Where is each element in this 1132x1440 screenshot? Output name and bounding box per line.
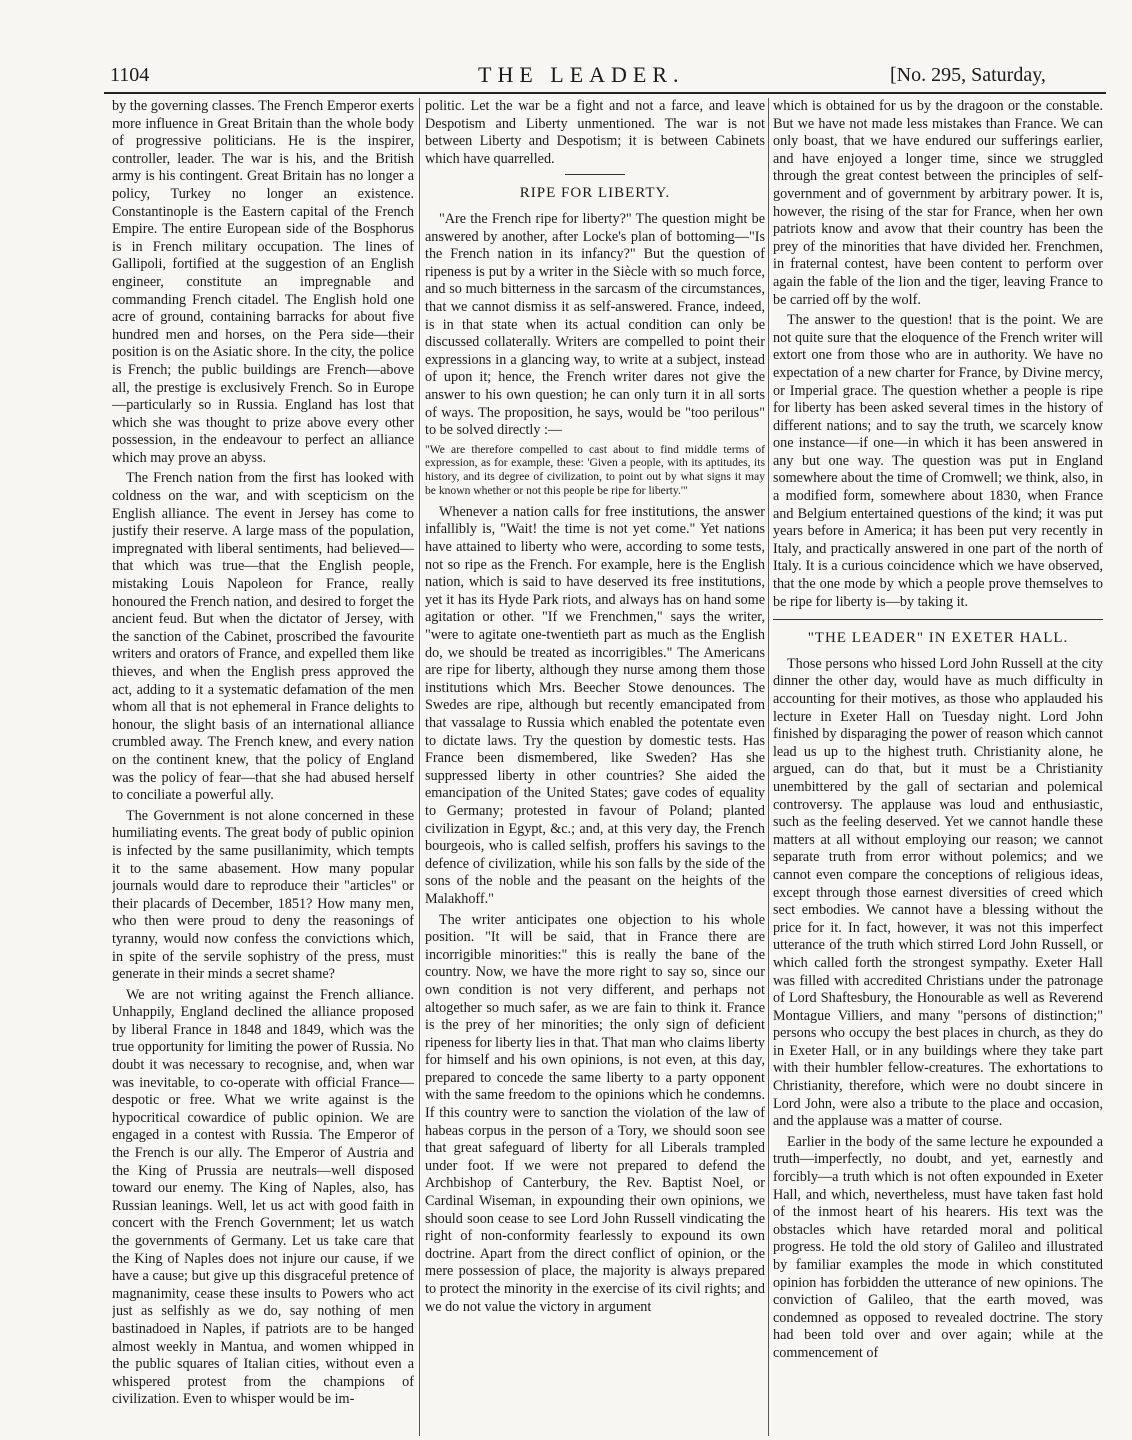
newspaper-title: THE LEADER. [478, 62, 685, 87]
paragraph: The answer to the question! that is the point. We are not quite sure that the eloquence of the French writer will extort one from those who are in authority. We have no expectation of a new charter for France, by Divine mercy, or Imperial grace. The question whether a people is ripe for liberty has been asked several times in the history of different nations; and to say the truth, we scarcely know one instance—if one—in which it has been answered in any but one way. The question was put in England somewhere about the time of Cromwell; we think, also, in a modified form, somewhere about 1830, when France and Belgium entertained questions of the kind; it was put years before in America; it has been put very recently in Italy, and practically answered in one part of the north of Italy. It is a curious coincidence which we have observed, that the one mode by which a people prove themselves to be ripe for liberty is—by taking it. [773, 312, 1103, 610]
paragraph: Whenever a nation calls for free institutions, the answer infallibly is, "Wait! the time is not yet come." Yet nations have attained to liberty who were, according to some tests, not so ripe as the French. For example, here is the English nation, which is said to have deserved its free institutions, yet it has its Hyde Park riots, and always has on hand some agitation or other. "If we Frenchmen," says the writer, "were to agitate one-twentieth part as much as the English do, we should be treated as incorrigibles." The Americans are ripe for liberty, although they nurse among them those institutions which Mrs. Beecher Stowe denounces. The Swedes are ripe, although but recently emancipated from that vassalage to Russia which enabled the potentate even to dictate laws. Try the question by domestic tests. Has France been dismembered, like Sweden? Has she suppressed liberty in other countries? She aided the emancipation of the United States; gave codes of equality to Germany; protested in favour of Poland; planted civilization in Egypt, &c.; and, at this very day, the French bourgeois, who is called selfish, proffers his savings to the defence of civilization, while his son falls by the side of the sons of the noble and the peasant on the heights of the Malakhoff." [425, 503, 765, 907]
header-rule [104, 92, 1106, 94]
paragraph: by the governing classes. The French Emperor exerts more influence in Great Britain than the whole body of progressive politicians. He is the inspirer, controller, leader. The war is his, and the British army is his contingent. Great Britain has no longer a policy, Turkey no longer an existence. Constantinople is the Eastern capital of the French Empire. The entire European side of the Bosphorus is in French military occupation. The lines of Gallipoli, fortified at the suggestion of an English engineer, constitute an impregnable and commanding French citadel. The English hold one acre of ground, containing barracks for about five hundred men and horses, on the Pera side—their position is on the Asiatic shore. In the city, the police is French; the public buildings are French—above all, the prestige is exclusively French. So in Europe—particularly so in Russia. England has lost that which she was thought to prize above every other possession, in the endeavour to perfect an alliance which may prove an abyss. [112, 98, 414, 466]
section-separator [773, 619, 1103, 620]
column-divider-1 [419, 98, 420, 1436]
issue-label: [No. 295, Saturday, [890, 64, 1046, 86]
column-2 [425, 98, 765, 1438]
paragraph: The writer anticipates one objection to his whole position. "It will be said, that in France there are incorrigible minorities:" this is really the bane of the country. Now, we have the more right to say so, since our own condition is not very different, and perhaps not altogether so much safer, as we are fain to think it. France is the prey of her minorities; the only sign of deficient ripeness for liberty lies in that. That man who claims liberty for himself and his own opinions, is not even, at this day, prepared to concede the same liberty to a party opponent with the same freedom to the opinions which he condemns. If this country were to sanction the violation of the law of habeas corpus in the person of a Tory, we should soon see that great safeguard of liberty for all Liberals trampled under foot. If we were not prepared to defend the Archbishop of Canterbury, the Rev. Baptist Noel, or Cardinal Wiseman, in expounding their own opinions, we should soon cease to see Lord John Russell vindicating the right of non-conformity fearlessly to expound its own doctrine. Apart from the direct conflict of opinion, or the mere possession of place, the majority is always prepared to protect the minority in the exercise of its civil rights; and we do not value the victory in argument [425, 911, 765, 1315]
article-heading: RIPE FOR LIBERTY. [519, 185, 671, 202]
masthead [0, 60, 1132, 100]
section-separator [565, 174, 625, 175]
column-divider-2 [768, 98, 769, 1436]
paragraph: Those persons who hissed Lord John Russell at the city dinner the other day, would have as much difficulty in accounting for their motives, as those who applauded his lecture in Exeter Hall on Tuesday night. Lord John finished by disparaging the power of reason which cannot lead us up to the highest truth. Christianity alone, he argued, can do that, but it must be a Christianity unembittered by the gall of sectarian and polemical controversy. The applause was loud and enthusiastic, such as the feeling deserved. Yet we cannot handle these matters at all without employing our reason; we cannot separate truth from error without polemics; and we cannot even compare the conceptions of religious ideas, except through those earnest diversities of creed which sect embodies. We cannot have a blessing without the price for it. In fact, however, it was not this imperfect utterance of the truth which stirred Lord John Russell, or which called forth the strongest sympathy. Exeter Hall was filled with accredited Christians under the patronage of Lord Shaftesbury, the Honourable as well as Reverend Montague Villiers, and many "persons of distinction;" persons who occupy the best places in church, as they do in Exeter Hall, or in any buildings where they take part with their humbler fellow-creatures. The exhortations to Christianity, therefore, which were no doubt sincere in Lord John, were also a tribute to the place and occasion, and the applause was a matter of course. [773, 655, 1103, 1130]
column-1 [112, 98, 414, 1438]
paragraph: We are not writing against the French alliance. Unhappily, England declined the alliance proposed by liberal France in 1848 and 1849, which was the true opportunity for limiting the power of Russia. No doubt it was necessary to recognise, and, when war was inevitable, to co-operate with official France—despotic or free. What we write against is the hypocritical cowardice of public opinion. We are engaged in a contest with Russia. The Emperor of the French is our ally. The Emperor of Austria and the King of Prussia are neutrals—well disposed toward our enemy. The King of Naples, also, has Russian leanings. Well, let us act with good faith in concert with the French Government; let us watch the governments of Germany. Let us take care that the King of Naples does not injure our cause, if we have a cause; but give up this disgraceful pretence of magnanimity, cease these insults to Powers who act just as selfishly as we do, say nothing of men bastinadoed in Naples, if patriots are to be hanged almost weekly in Mantua, and women whipped in the public squares of Italian cities, without even a whispered protest from the champions of civilization. Even to whisper would be im- [112, 986, 414, 1408]
page-number: 1104 [110, 64, 150, 86]
paragraph: politic. Let the war be a fight and not a farce, and leave Despotism and Liberty unmentioned. The war is not between Liberty and Despotism; it is between Cabinets which have quarrelled. [425, 98, 765, 167]
article-heading: "THE LEADER" IN EXETER HALL. [807, 630, 1069, 647]
paragraph: which is obtained for us by the dragoon or the constable. But we have not made less mistakes than France. We can only boast, that we have endured our sufferings earlier, and have enjoyed a longer time, since we struggled through the great contest between the principles of self-government and of government by arbitrary power. It is, however, the rising of the star for France, when her own patriots know and avow that their country has been the prey of the minorities that have divided her. Frenchmen, in fraternal contest, have been content to perform over again the fable of the lion and the tiger, leaving France to be carried off by the wolf. [773, 98, 1103, 308]
paragraph: The Government is not alone concerned in these humiliating events. The great body of public opinion is infected by the same pusillanimity, which tempts it to the same abasement. How many popular journals would dare to reproduce their "articles" or their placards of December, 1851? How many men, who then were proud to deny the reasonings of tyranny, would now confess the convictions which, in spite of the servile sophistry of the press, must generate in their minds a secret shame? [112, 807, 414, 983]
paragraph: Earlier in the body of the same lecture he expounded a truth—imperfectly, no doubt, and yet, earnestly and forcibly—a truth which is not often expounded in Exeter Hall, and which, nevertheless, must have taken fast hold of the inmost heart of his hearers. His text was the obstacles which have retarded moral and political progress. He told the old story of Galileo and illustrated by familiar examples the mode in which constituted opinion has forbidden the utterance of new opinions. The conviction of Galileo, that the earth moved, was condemned as opposed to revealed doctrine. The story had been told over and over again; while at the commencement of [773, 1133, 1103, 1361]
paragraph: The French nation from the first has looked with coldness on the war, and with scepticism on the English alliance. The event in Jersey has come to justify their reserve. A large mass of the population, impregnated with liberal sentiments, had believed—that which was true—that the English people, mistaking Louis Napoleon for France, really honoured the French nation, and desired to forget the ancient feud. But when the dictator of Jersey, with the sanction of the Cabinet, proscribed the favourite writers and orators of France, and expelled them like thieves, and when the English press approved the act, adding to it a systematic defamation of the men whom all that is not ephemeral in France delights to honour, the slight basis of an international alliance crumbled away. The French knew, and every nation on the continent knew, that the policy of England was the policy of fear—that she had abused herself to conciliate a powerful ally. [112, 470, 414, 804]
column-3 [773, 98, 1103, 1438]
block-quote: "We are therefore compelled to cast about to find middle terms of expression, as for example, these: 'Given a people, with its aptitudes, its history, and its degree of civilization, to point out by what signs it may be known whether or not this people be ripe for liberty.'" [425, 442, 765, 498]
paragraph: "Are the French ripe for liberty?" The question might be answered by another, after Locke's plan of bottoming—"Is the French nation in its infancy?" But the question of ripeness is put by a writer in the Siècle with so much force, and so much bitterness in the sarcasm of the circumstances, that we cannot dismiss it as self-answered. France, indeed, is in that state when its actual condition can only be discussed collaterally. Writers are compelled to point their expressions in a glancing way, to write at a subject, instead of upon it; hence, the French writer dares not give the answer to his own question; he can only turn it in all sorts of ways. The proposition, he says, would be "too perilous" to be solved directly :— [425, 210, 765, 439]
